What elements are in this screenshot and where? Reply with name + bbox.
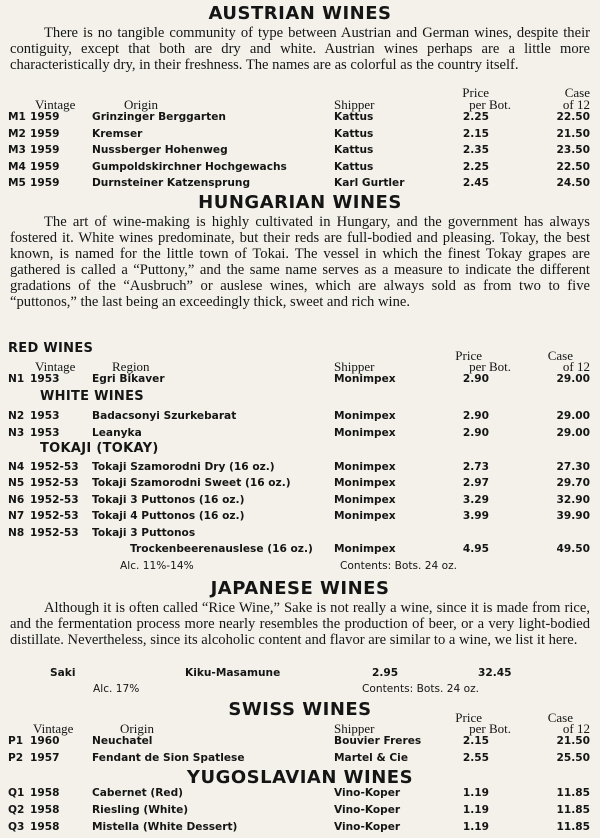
japanese-intro-text: Although it is often called “Rice Wine,” Sake is not really a wine, since it is made from rice, and the fermentation process more nearly resembles the production of beer, or a very light-bodied distillate. Nevertheless, since its alcoholic content and flavor are similar to a wine, we list it here. — [10, 600, 590, 648]
wine-case-price: 11.85 — [556, 787, 590, 799]
wine-code: P2 — [8, 751, 24, 764]
wine-case-price: 32.45 — [478, 667, 512, 679]
wine-shipper: Monimpex — [334, 543, 396, 555]
wine-shipper: Martel & Cie — [334, 751, 409, 764]
table-row — [0, 525, 600, 541]
table-row — [0, 475, 600, 491]
wine-shipper: Monimpex — [334, 461, 396, 473]
hungarian-contents-note: Contents: Bots. 24 oz. — [340, 560, 458, 572]
wine-vintage: 1952-53 — [30, 477, 79, 490]
table-row — [0, 109, 600, 125]
wine-case-price: 21.50 — [556, 735, 590, 747]
wine-code: Q2 — [8, 804, 25, 816]
hungarian-wines-heading: HUNGARIAN WINES — [198, 192, 402, 213]
wine-name: Kremser — [92, 127, 143, 140]
wine-shipper: Monimpex — [334, 493, 396, 506]
wine-price: 2.90 — [462, 427, 489, 439]
austrian-intro-paragraph — [10, 25, 590, 73]
wine-shipper: Monimpex — [334, 427, 396, 439]
austrian-shipper-header: Shipper — [334, 97, 375, 112]
wine-name: Cabernet (Red) — [92, 787, 184, 799]
wine-price: 4.95 — [462, 543, 489, 555]
wine-shipper: Kattus — [334, 144, 374, 157]
wine-case-price: 27.30 — [556, 461, 590, 473]
wine-name: Fendant de Sion Spatlese — [92, 751, 245, 764]
table-row — [0, 175, 600, 191]
wine-code: M1 — [8, 111, 26, 123]
table-row — [0, 665, 600, 681]
hungarian-price-header-top: Price — [455, 348, 482, 363]
wine-name: Leanyka — [92, 427, 142, 439]
hungarian-case-header-top: Case — [547, 348, 573, 363]
wine-shipper: Vino-Koper — [334, 821, 401, 833]
wine-vintage: 1959 — [30, 144, 60, 157]
wine-code: N5 — [8, 477, 25, 490]
wine-case-price: 25.50 — [556, 751, 590, 764]
hungarian-vintage-header: Vintage — [35, 359, 76, 374]
wine-vintage: 1952-53 — [30, 510, 79, 523]
japanese-wines-heading: JAPANESE WINES — [210, 578, 390, 599]
wine-vintage: 1952-53 — [30, 493, 79, 506]
wine-vintage: 1958 — [30, 804, 60, 816]
wine-name: Nussberger Hohenweg — [92, 144, 228, 157]
wine-shipper: Monimpex — [334, 510, 396, 523]
wine-vintage: 1959 — [30, 177, 60, 190]
wine-price: 2.55 — [462, 751, 489, 764]
wine-shipper: Monimpex — [334, 477, 396, 490]
hungarian-case-header-bottom: of 12 — [562, 359, 590, 374]
wine-shipper: Kattus — [334, 160, 374, 173]
wine-shipper: Kiku-Masamune — [185, 667, 281, 679]
table-row — [0, 408, 600, 424]
austrian-price-header-top: Price — [462, 85, 489, 100]
white-wines-subheading: WHITE WINES — [40, 389, 144, 404]
wine-price: 2.25 — [462, 111, 489, 123]
wine-name: Tokaji Szamorodni Sweet (16 oz.) — [92, 477, 291, 490]
wine-name: Mistella (White Dessert) — [92, 821, 238, 833]
wine-price: 2.15 — [462, 127, 489, 140]
wine-code: N1 — [8, 373, 25, 385]
wine-price: 2.15 — [462, 735, 489, 747]
hungarian-shipper-header: Shipper — [334, 359, 375, 374]
wine-name: Gumpoldskirchner Hochgewachs — [92, 160, 287, 173]
table-row — [0, 750, 600, 766]
tokaji-subheading: TOKAJI (TOKAY) — [40, 441, 159, 456]
wine-code: M2 — [8, 127, 26, 140]
wine-name: Egri Bikaver — [92, 373, 165, 385]
hungarian-intro-text: The art of wine-making is highly cultivated in Hungary, and the government has always fostered it. White wines predominate, but their reds are full-bodied and pleasing. Tokay, the best known, is named for the little town of Tokai. The vessel in which the finest Tokay grapes are gathered is called a “Puttony,” and the same name serves as a measure to indicate the different gradations of the “Ausbruch” or auslese wines, which are always sold as from two to five “puttonos,” the last being an exceedingly thick, sweet and rich wine. — [10, 214, 590, 310]
austrian-intro-text: There is no tangible community of type between Austrian and German wines, despite their contiguity, except that both are dry and white. Austrian wines perhaps are a little more characteristically dry, in their freshness. The names are as colorful as the country itself. — [10, 25, 590, 73]
wine-case-price: 23.50 — [556, 144, 590, 157]
wine-price: 2.95 — [372, 667, 399, 679]
wine-case-price: 49.50 — [556, 543, 590, 555]
wine-vintage: 1958 — [30, 787, 60, 799]
yugoslavian-wines-heading: YUGOSLAVIAN WINES — [186, 767, 414, 788]
wine-case-price: 39.90 — [556, 510, 590, 523]
wine-shipper: Monimpex — [334, 410, 396, 422]
wine-price: 3.99 — [462, 510, 489, 523]
wine-name: Tokaji 4 Puttonos (16 oz.) — [92, 510, 245, 523]
wine-code: P1 — [8, 735, 24, 747]
hungarian-intro-paragraph — [10, 214, 590, 310]
wine-name: Riesling (White) — [92, 804, 189, 816]
wine-code: N4 — [8, 461, 25, 473]
wine-price: 2.25 — [462, 160, 489, 173]
wine-shipper: Karl Gurtler — [334, 177, 405, 190]
wine-code: N3 — [8, 427, 25, 439]
wine-code: Q1 — [8, 787, 25, 799]
wine-case-price: 11.85 — [556, 821, 590, 833]
table-row — [0, 541, 600, 557]
hungarian-alcohol-note: Alc. 11%-14% — [120, 560, 194, 572]
wine-name: Grinzinger Berggarten — [92, 111, 226, 123]
table-row — [0, 802, 600, 818]
table-row — [0, 733, 600, 749]
wine-vintage: 1953 — [30, 410, 60, 422]
table-row — [0, 425, 600, 441]
wine-code: N7 — [8, 510, 25, 523]
wine-case-price: 29.00 — [556, 373, 590, 385]
swiss-vintage-header: Vintage — [33, 721, 74, 736]
wine-vintage: 1953 — [30, 373, 60, 385]
wine-vintage: 1952-53 — [30, 526, 79, 539]
wine-vintage: 1960 — [30, 735, 60, 747]
austrian-price-header-bottom: per Bot. — [469, 97, 511, 112]
wine-price: 1.19 — [462, 787, 489, 799]
wine-shipper: Kattus — [334, 111, 374, 123]
wine-vintage: 1957 — [30, 751, 60, 764]
wine-case-price: 32.90 — [556, 493, 590, 506]
wine-name: Durnsteiner Katzensprung — [92, 177, 251, 190]
wine-price: 1.19 — [462, 821, 489, 833]
swiss-price-header-top: Price — [455, 710, 482, 725]
wine-vintage: 1952-53 — [30, 461, 79, 473]
swiss-wines-heading: SWISS WINES — [228, 699, 372, 720]
wine-price: 2.45 — [462, 177, 489, 190]
wine-code: N2 — [8, 410, 25, 422]
hungarian-region-header: Region — [112, 359, 150, 374]
table-row — [0, 142, 600, 158]
wine-case-price: 22.50 — [556, 160, 590, 173]
wine-price: 2.90 — [462, 410, 489, 422]
table-row — [0, 785, 600, 801]
wine-code: N8 — [8, 526, 25, 539]
wine-price: 1.19 — [462, 804, 489, 816]
wine-vintage: 1959 — [30, 111, 60, 123]
wine-code: M3 — [8, 144, 26, 157]
wine-name: Trockenbeerenauslese (16 oz.) — [130, 543, 313, 555]
wine-case-price: 24.50 — [556, 177, 590, 190]
wine-shipper: Vino-Koper — [334, 787, 401, 799]
wine-case-price: 29.00 — [556, 410, 590, 422]
swiss-case-header-top: Case — [547, 710, 573, 725]
wine-shipper: Bouvier Freres — [334, 735, 422, 747]
table-row — [0, 508, 600, 524]
wine-name: Tokaji 3 Puttonos — [92, 526, 196, 539]
table-row — [0, 159, 600, 175]
wine-shipper: Monimpex — [334, 373, 396, 385]
wine-vintage: 1953 — [30, 427, 60, 439]
wine-name: Neuchatel — [92, 735, 153, 747]
wine-name: Saki — [50, 667, 76, 679]
wine-vintage: 1959 — [30, 127, 60, 140]
wine-price: 3.29 — [462, 493, 489, 506]
wine-code: M5 — [8, 177, 26, 190]
wine-case-price: 22.50 — [556, 111, 590, 123]
table-row — [0, 492, 600, 508]
table-row — [0, 819, 600, 835]
table-row — [0, 459, 600, 475]
wine-code: M4 — [8, 160, 26, 173]
austrian-wines-heading: AUSTRIAN WINES — [208, 3, 392, 24]
austrian-case-header-top: Case — [564, 85, 590, 100]
wine-price: 2.73 — [462, 461, 489, 473]
wine-name: Tokaji 3 Puttonos (16 oz.) — [92, 493, 245, 506]
swiss-case-header-bottom: of 12 — [562, 721, 590, 736]
japanese-alcohol-note: Alc. 17% — [93, 683, 140, 695]
red-wines-subheading: RED WINES — [8, 341, 94, 356]
swiss-origin-header: Origin — [120, 721, 154, 736]
table-row — [0, 371, 600, 387]
japanese-intro-paragraph — [10, 600, 590, 648]
wine-shipper: Kattus — [334, 127, 374, 140]
wine-case-price: 21.50 — [556, 127, 590, 140]
austrian-origin-header: Origin — [124, 97, 158, 112]
wine-name: Tokaji Szamorodni Dry (16 oz.) — [92, 461, 275, 473]
wine-shipper: Vino-Koper — [334, 804, 401, 816]
swiss-price-header-bottom: per Bot. — [469, 721, 511, 736]
japanese-contents-note: Contents: Bots. 24 oz. — [362, 683, 480, 695]
table-row — [0, 126, 600, 142]
wine-price: 2.35 — [462, 144, 489, 157]
wine-vintage: 1959 — [30, 160, 60, 173]
austrian-case-header-bottom: of 12 — [562, 97, 590, 112]
wine-code: N6 — [8, 493, 25, 506]
austrian-vintage-header: Vintage — [35, 97, 76, 112]
wine-price: 2.97 — [462, 477, 489, 490]
hungarian-price-header-bottom: per Bot. — [469, 359, 511, 374]
swiss-shipper-header: Shipper — [334, 721, 375, 736]
wine-name: Badacsonyi Szurkebarat — [92, 410, 237, 422]
wine-code: Q3 — [8, 821, 25, 833]
wine-case-price: 29.70 — [556, 477, 590, 490]
wine-case-price: 29.00 — [556, 427, 590, 439]
wine-vintage: 1958 — [30, 821, 60, 833]
wine-case-price: 11.85 — [556, 804, 590, 816]
wine-price: 2.90 — [462, 373, 489, 385]
